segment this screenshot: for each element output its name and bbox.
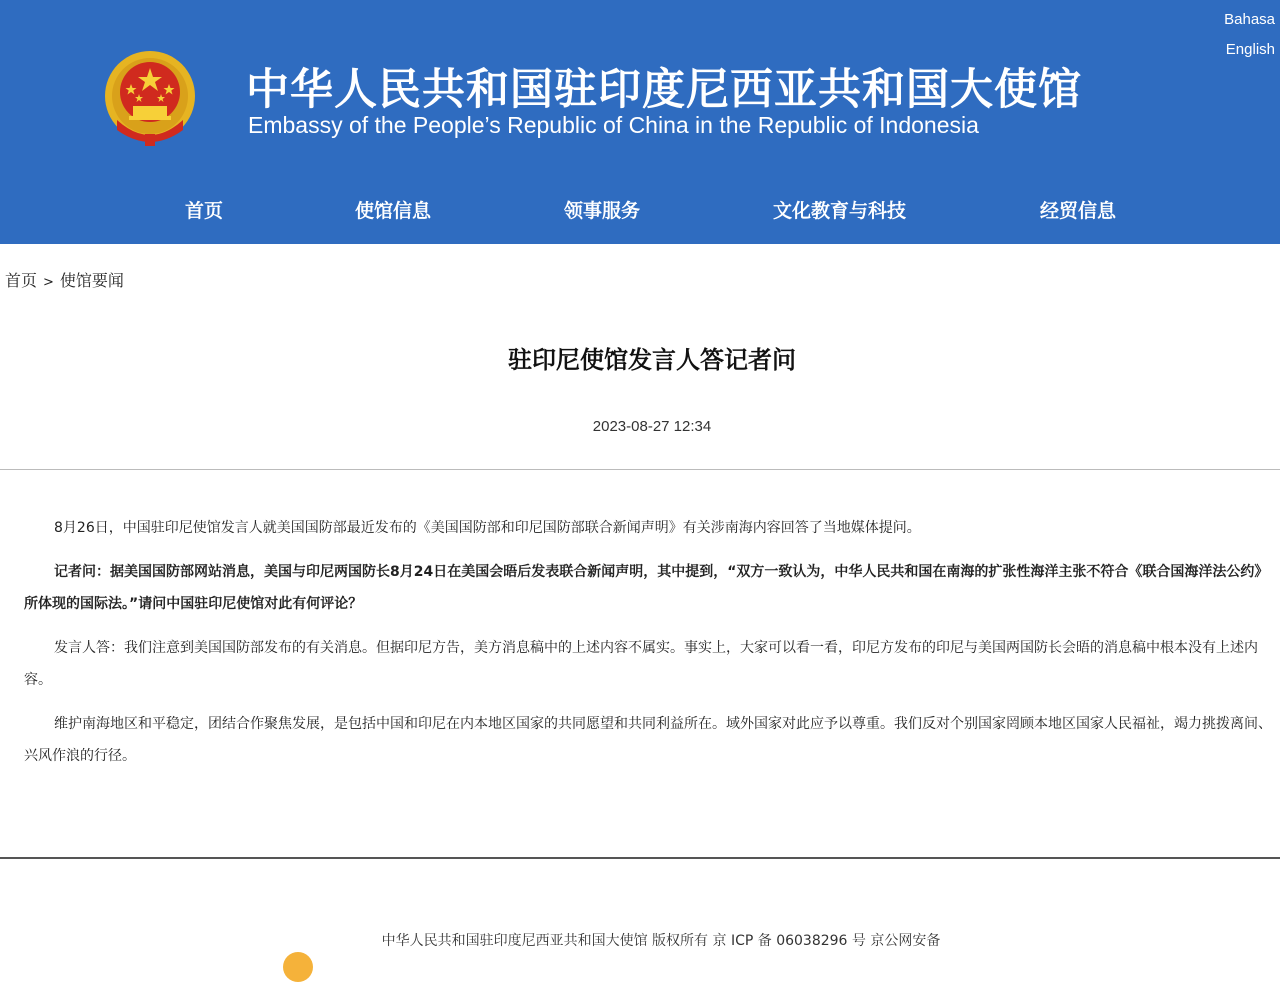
article-paragraph-answer: 发言人答：我们注意到美国国防部发布的有关消息。但据印尼方告，美方消息稿中的上述内容不属实。事实上，大家可以看一看，印尼方发布的印尼与美国两国防长会晤的消息稿中根本没有上述内容。 — [24, 640, 1258, 688]
article-body — [24, 512, 1274, 784]
footer-divider — [0, 857, 1280, 859]
lang-link-english[interactable]: English — [1225, 41, 1275, 58]
article-paragraph: 维护南海地区和平稳定，团结合作聚焦发展，是包括中国和印尼在内本地区国家的共同愿望和共同利益所在。域外国家对此应予以尊重。我们反对个别国家罔顾本地区国家人民福祉，竭力挑拨离间、兴风作浪的行径。 — [24, 716, 1272, 764]
nav-item-culture-education-tech[interactable]: 文化教育与科技 — [773, 200, 907, 222]
breadcrumb-home[interactable]: 首页 — [5, 271, 38, 290]
security-badge-icon[interactable] — [283, 952, 313, 982]
article-paragraph: 8月26日，中国驻印尼使馆发言人就美国国防部最近发布的《美国国防部和印尼国防部联合新闻声明》有关涉南海内容回答了当地媒体提问。 — [54, 520, 921, 536]
lang-link-bahasa[interactable]: Bahasa — [1224, 11, 1275, 28]
site-header — [0, 0, 1280, 244]
site-title-cn: 中华人民共和国驻印度尼西亚共和国大使馆 — [246, 65, 1082, 115]
nav-item-consular-services[interactable]: 领事服务 — [564, 200, 641, 222]
site-title-en: Embassy of the People’s Republic of China in the Republic of Indonesia — [248, 112, 979, 138]
article-date: 2023-08-27 12:34 — [592, 418, 712, 435]
nav-item-home[interactable]: 首页 — [185, 200, 224, 222]
breadcrumb-current[interactable]: 使馆要闻 — [59, 271, 124, 290]
footer-copyright: 中华人民共和国驻印度尼西亚共和国大使馆 版权所有 京 ICP 备 06038296 号 京公网安备 — [381, 933, 941, 949]
article-title: 驻印尼使馆发言人答记者问 — [508, 346, 796, 374]
nav-item-embassy-info[interactable]: 使馆信息 — [355, 200, 432, 222]
nav-item-economy-trade[interactable]: 经贸信息 — [1040, 200, 1117, 222]
article-paragraph-question: 记者问：据美国国防部网站消息，美国与印尼两国防长8月24日在美国会晤后发表联合新闻声明，其中提到，“双方一致认为，中华人民共和国在南海的扩张性海洋主张不符合《联合国海洋法公约》所体现的国际法。”请问中国驻印尼使馆对此有何评论？ — [24, 564, 1269, 612]
national-emblem-icon[interactable] — [103, 50, 197, 148]
breadcrumb — [5, 268, 124, 291]
divider — [0, 469, 1280, 470]
breadcrumb-separator: > — [43, 275, 54, 290]
